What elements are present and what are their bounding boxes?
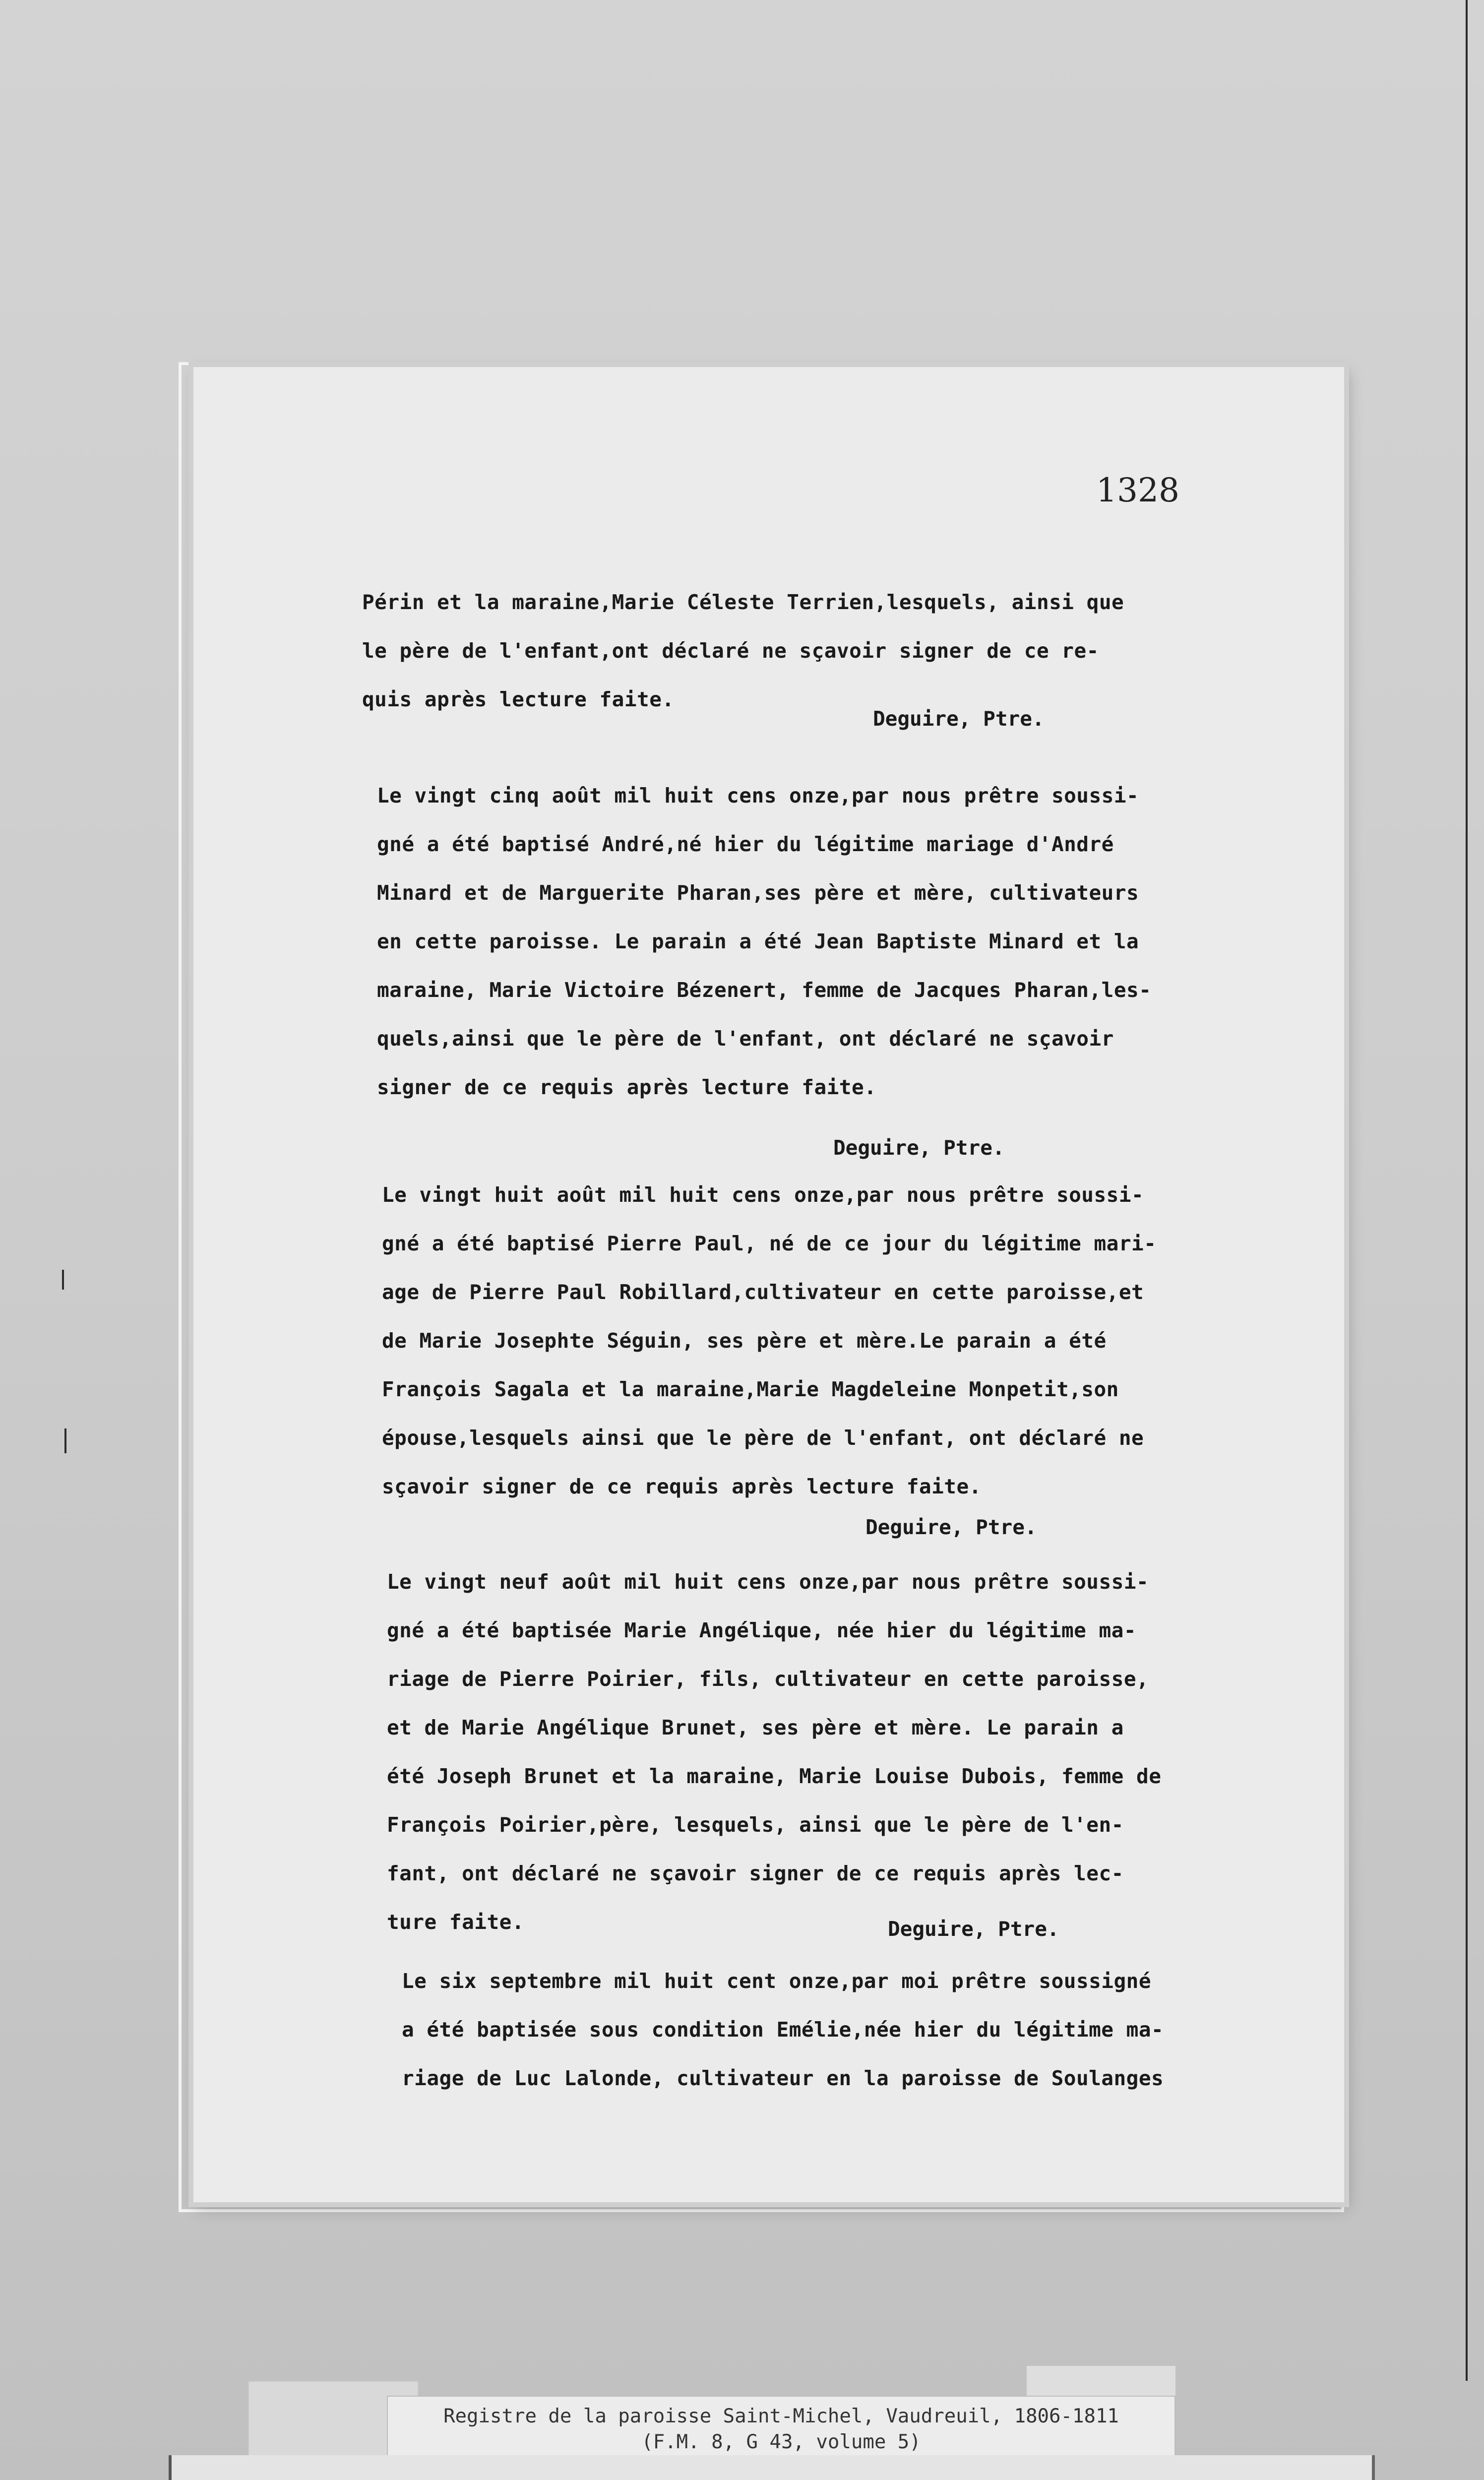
entry-2-text: Le vingt cinq août mil huit cens onze,par nous prêtre soussi- gné a été baptisé André,né hier du légitime mariage d'André Minard et de Marguerite Pharan,ses père et mère, cultivateurs en cette paroisse. Le parain a été Jean Baptiste Minard et la maraine, Marie Victoire Bézenert, femme de Jacques Pharan,les- quels,ainsi que le père de l'enfant, ont déclaré ne sçavoir signer de ce requis après lecture faite. [377,784,1152,1099]
backdrop-mark [62,1270,64,1290]
caption-line-1: Registre de la paroisse Saint-Michel, Vaudreuil, 1806-1811 [443,2405,1119,2427]
entry-1-signature: Deguire, Ptre. [873,707,1045,731]
page-number: 1328 [1096,471,1179,509]
backdrop-edge-line [1466,0,1468,2381]
entry-4-text: Le vingt neuf août mil huit cens onze,par nous prêtre soussi- gné a été baptisée Marie Angélique, née hier du légitime ma- riage de Pierre Poirier, fils, cultivateur en cette paroisse, et de Marie Angélique Brunet, ses père et mère. Le parain a été Joseph Brunet et la maraine, Marie Louise Dubois, femme de François Poirier,père, lesquels, ainsi que le père de l'en- fant, ont déclaré ne sçavoir signer de ce requis après lec- ture faite. [387,1570,1162,1934]
entry-5-text: Le six septembre mil huit cent onze,par moi prêtre soussigné a été baptisée sous condition Emélie,née hier du légitime ma- riage de Luc Lalonde, cultivateur en la paroisse de Soulanges [402,1969,1164,2090]
entry-3-signature: Deguire, Ptre. [866,1515,1037,1539]
caption-line-2: (F.M. 8, G 43, volume 5) [641,2431,921,2453]
entry-4-signature: Deguire, Ptre. [888,1917,1059,1941]
backdrop-mark [64,1428,66,1453]
entry-3-text: Le vingt huit août mil huit cens onze,par nous prêtre soussi- gné a été baptisé Pierre Paul, né de ce jour du légitime mari- age de Pierre Paul Robillard,cultivateur en cette paroisse,et de Marie Josephte Séguin, ses père et mère.Le parain a été François Sagala et la maraine,Marie Magdeleine Monpetit,son épouse,lesquels ainsi que le père de l'enfant, ont déclaré ne sçavoir signer de ce requis après lecture faite. [382,1183,1157,1498]
entry-2-signature: Deguire, Ptre. [833,1136,1005,1160]
entry-1-text: Périn et la maraine,Marie Céleste Terrien,lesquels, ainsi que le père de l'enfant,ont déclaré ne sçavoir signer de ce re- quis après lecture faite. [362,590,1124,711]
register-caption [387,2396,1175,2460]
archive-label-card [169,2455,1375,2480]
